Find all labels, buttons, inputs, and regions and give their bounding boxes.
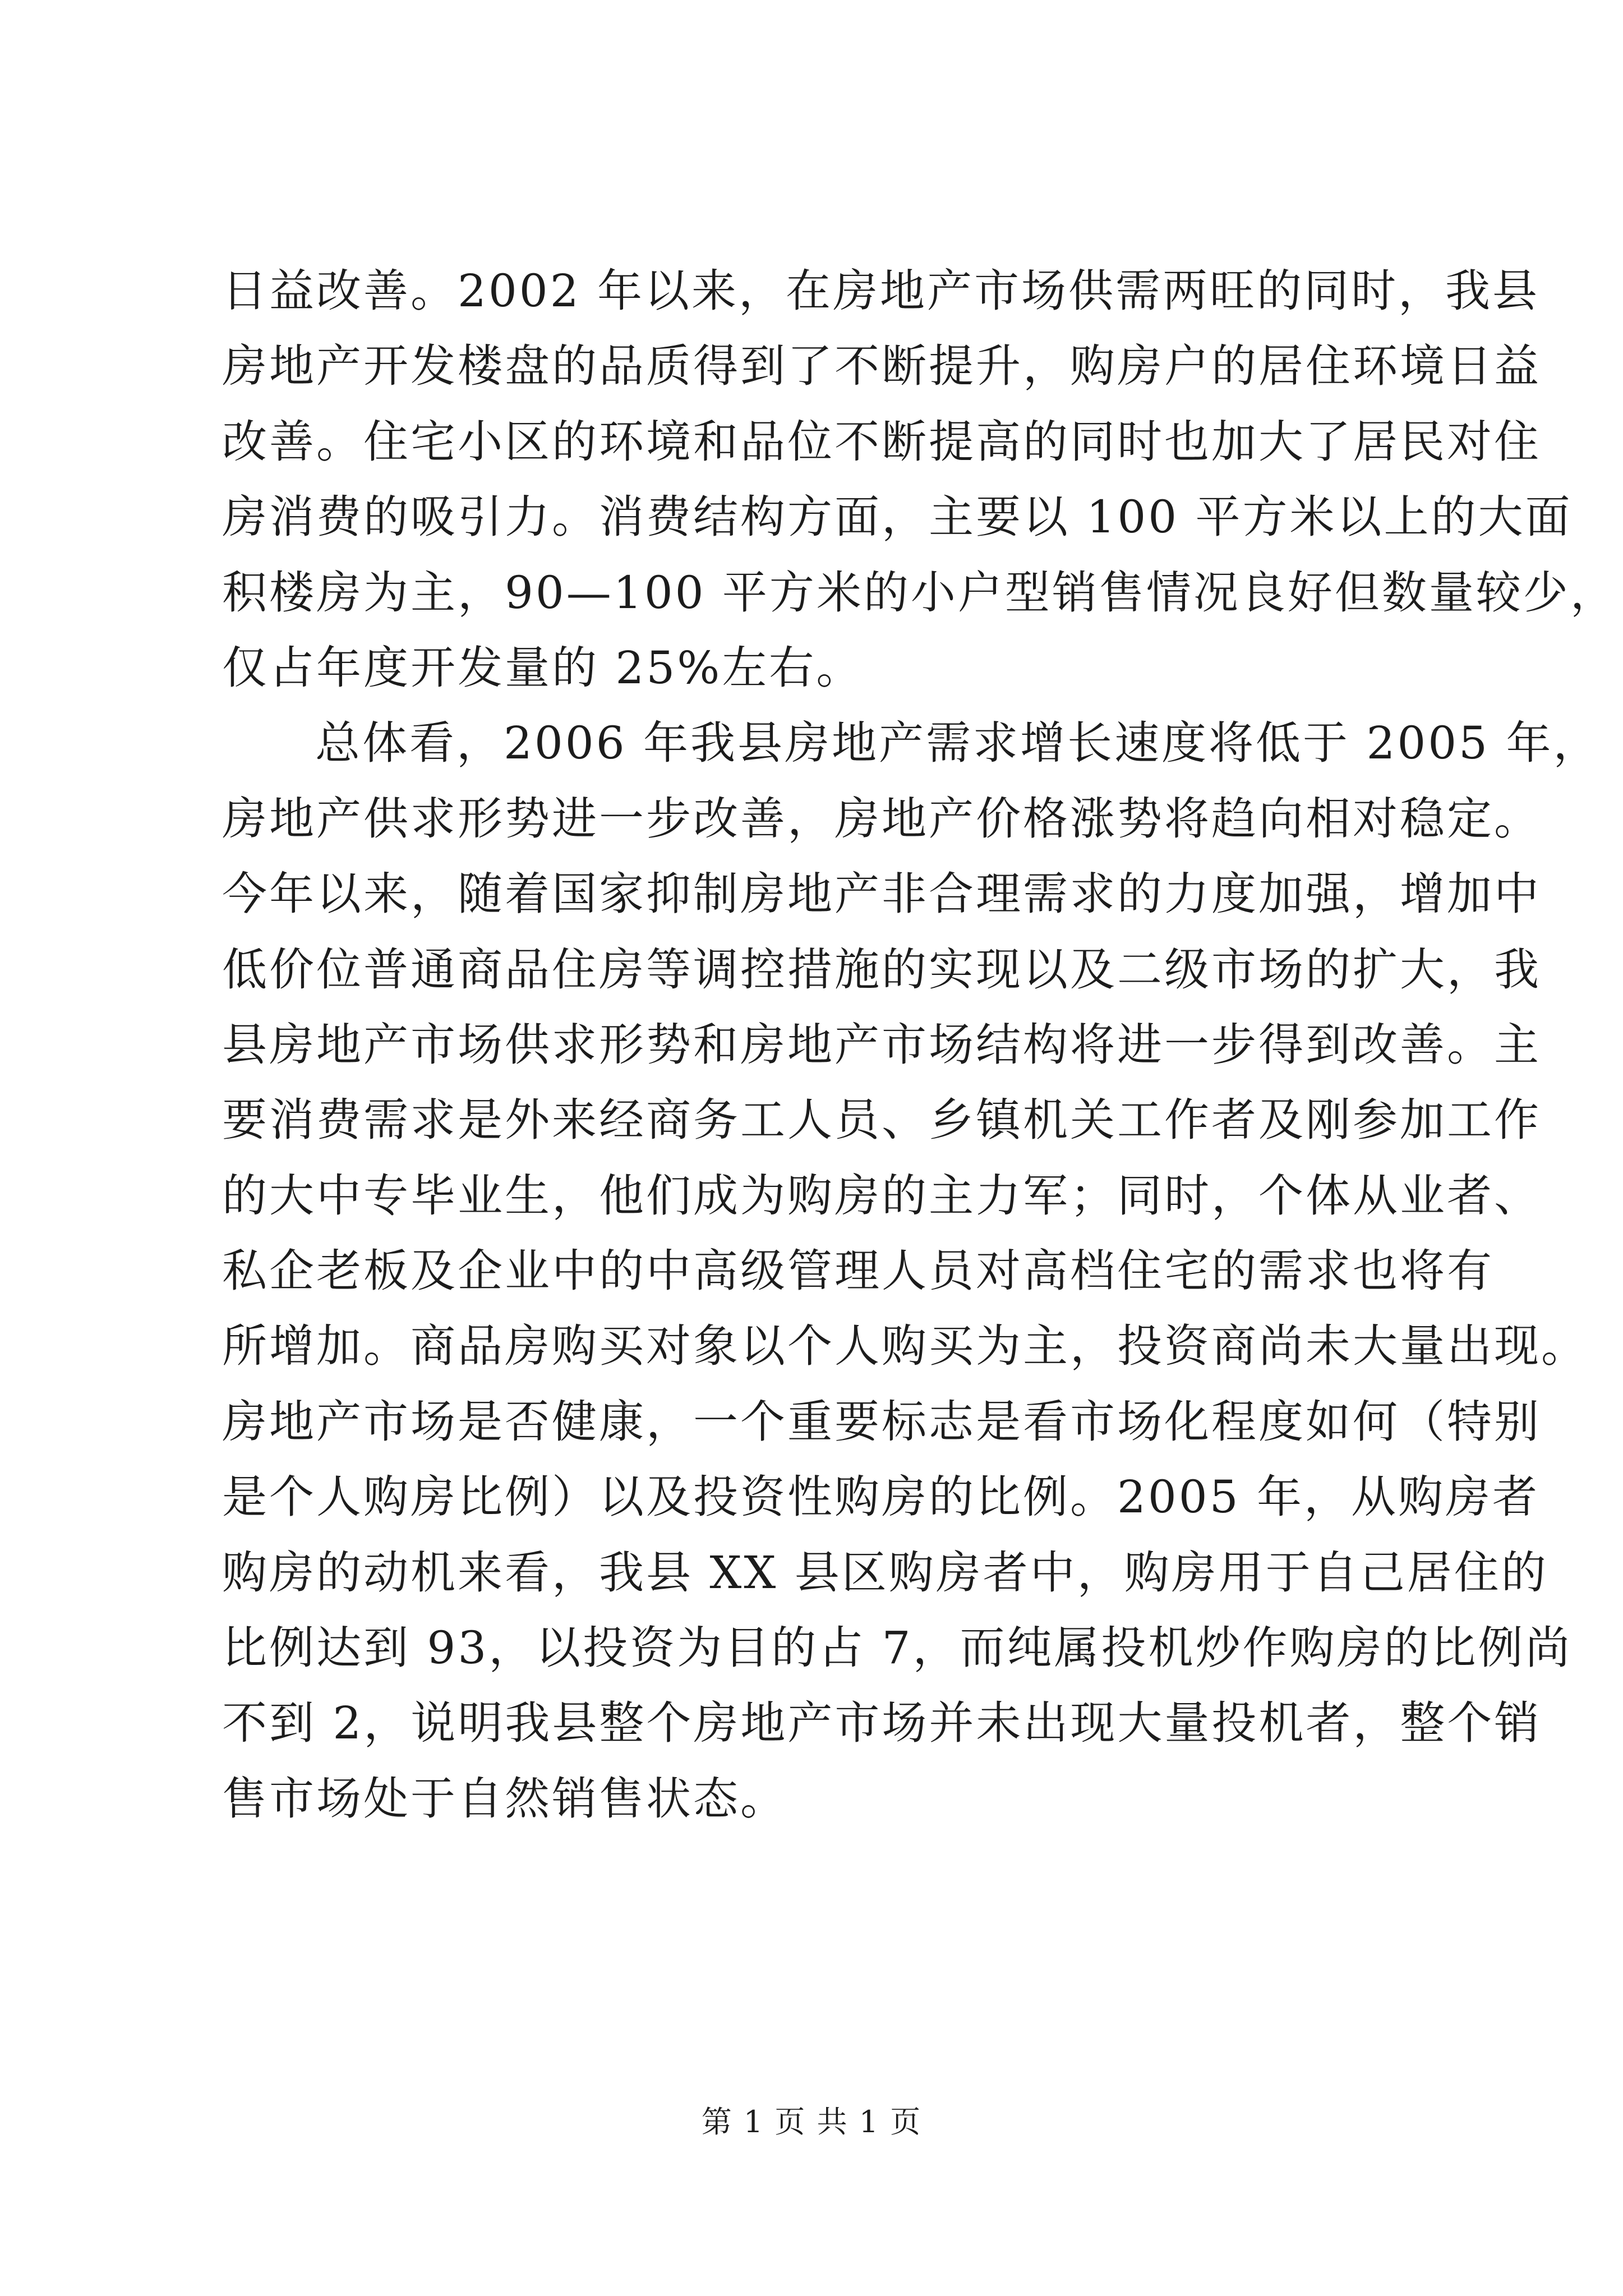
- text-line: 房地产开发楼盘的品质得到了不断提升，购房户的居住环境日益: [222, 340, 1541, 393]
- text-line: 房地产市场是否健康，一个重要标志是看市场化程度如何（特别: [222, 1395, 1541, 1448]
- text-line: 积楼房为主，90—100 平方米的小户型销售情况良好但数量较少，: [222, 566, 1617, 619]
- text-line: 私企老板及企业中的中高级管理人员对高档住宅的需求也将有: [222, 1245, 1494, 1297]
- text-line: 改善。住宅小区的环境和品位不断提高的同时也加大了居民对住: [222, 415, 1541, 468]
- text-line: 的大中专毕业生，他们成为购房的主力军；同时，个体从业者、: [222, 1169, 1541, 1222]
- text-line: 县房地产市场供求形势和房地产市场结构将进一步得到改善。主: [222, 1018, 1541, 1071]
- text-line: 售市场处于自然销售状态。: [222, 1772, 787, 1825]
- text-line: 购房的动机来看，我县 XX 县区购房者中，购房用于自己居住的: [222, 1546, 1548, 1599]
- text-line: 低价位普通商品住房等调控措施的实现以及二级市场的扩大，我: [222, 943, 1541, 996]
- text-line: 房地产供求形势进一步改善，房地产价格涨势将趋向相对稳定。: [222, 792, 1541, 845]
- text-line: 是个人购房比例）以及投资性购房的比例。2005 年，从购房者: [222, 1471, 1540, 1524]
- page-number-label: 第 1 页 共 1 页: [701, 2104, 922, 2139]
- text-line: 总体看，2006 年我县房地产需求增长速度将低于 2005 年，: [315, 717, 1601, 770]
- text-line: 要消费需求是外来经商务工人员、乡镇机关工作者及刚参加工作: [222, 1094, 1541, 1147]
- paragraph-2: [222, 706, 1601, 1837]
- text-line: 所增加。商品房购买对象以个人购买为主，投资商尚未大量出现。: [222, 1320, 1588, 1373]
- text-line: 房消费的吸引力。消费结构方面，主要以 100 平方米以上的大面: [222, 491, 1573, 544]
- page-footer: [0, 2098, 1623, 2141]
- text-line: 不到 2，说明我县整个房地产市场并未出现大量投机者，整个销: [222, 1697, 1542, 1750]
- paragraph-1: [222, 254, 1617, 706]
- text-line: 仅占年度开发量的 25%左右。: [222, 641, 864, 694]
- body-text: [222, 254, 1617, 1837]
- text-line: 今年以来，随着国家抑制房地产非合理需求的力度加强，增加中: [222, 868, 1541, 921]
- text-line: 日益改善。2002 年以来，在房地产市场供需两旺的同时，我县: [222, 265, 1540, 317]
- text-line: 比例达到 93，以投资为目的占 7，而纯属投机炒作购房的比例尚: [222, 1622, 1573, 1674]
